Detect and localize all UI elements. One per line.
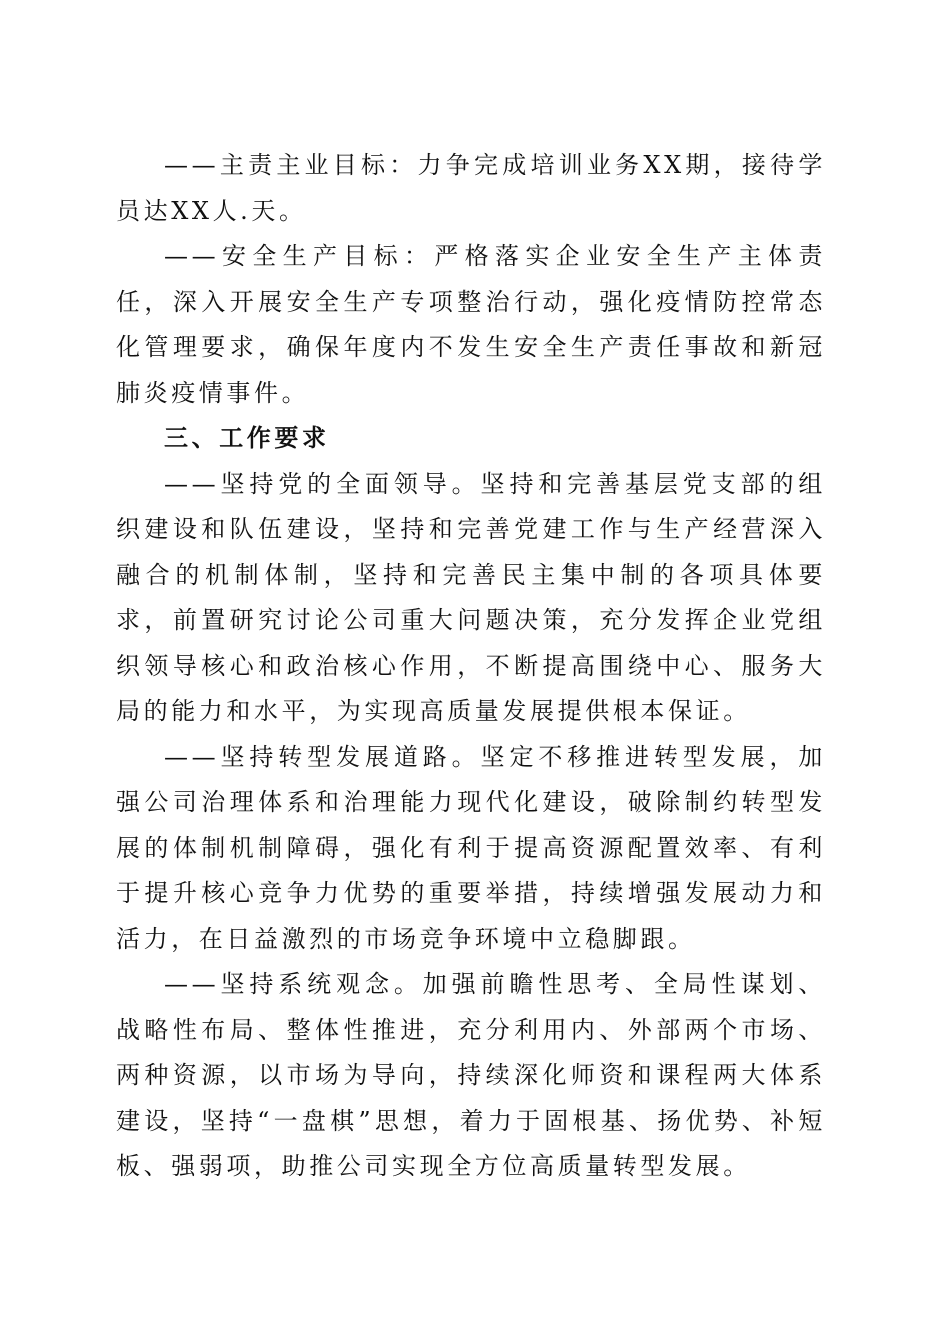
requirement-paragraph-systems-thinking: ——坚持系统观念。加强前瞻性思考、全局性谋划、战略性布局、整体性推进，充分利用内、外部两个市场、两种资源，以市场为导向，持续深化师资和课程两大体系建设，坚持“一盘棋”思想，着力于固根基、扬优势、补短板、强弱项，助推公司实现全方位高质量转型发展。 <box>116 970 826 1180</box>
document-body <box>116 143 826 1190</box>
requirement-paragraph-party-leadership: ——坚持党的全面领导。坚持和完善基层党支部的组织建设和队伍建设，坚持和完善党建工作与生产经营深入融合的机制体制，坚持和完善民主集中制的各项具体要求，前置研究讨论公司重大问题决策，充分发挥企业党组织领导核心和政治核心作用，不断提高围绕中心、服务大局的能力和水平，为实现高质量发展提供根本保证。 <box>116 469 826 725</box>
goal-paragraph-main-business: ——主责主业目标：力争完成培训业务XX期，接待学员达XX人.天。 <box>116 151 826 225</box>
requirement-paragraph-transformation: ——坚持转型发展道路。坚定不移推进转型发展，加强公司治理体系和治理能力现代化建设，破除制约转型发展的体制机制障碍，强化有利于提高资源配置效率、有利于提升核心竞争力优势的重要举措，持续增强发展动力和活力，在日益激烈的市场竞争环境中立稳脚跟。 <box>116 742 826 953</box>
goal-paragraph-safety: ——安全生产目标：严格落实企业安全生产主体责任，深入开展安全生产专项整治行动，强化疫情防控常态化管理要求，确保年度内不发生安全生产责任事故和新冠肺炎疫情事件。 <box>116 242 826 407</box>
section-heading: 三、工作要求 <box>164 424 330 452</box>
